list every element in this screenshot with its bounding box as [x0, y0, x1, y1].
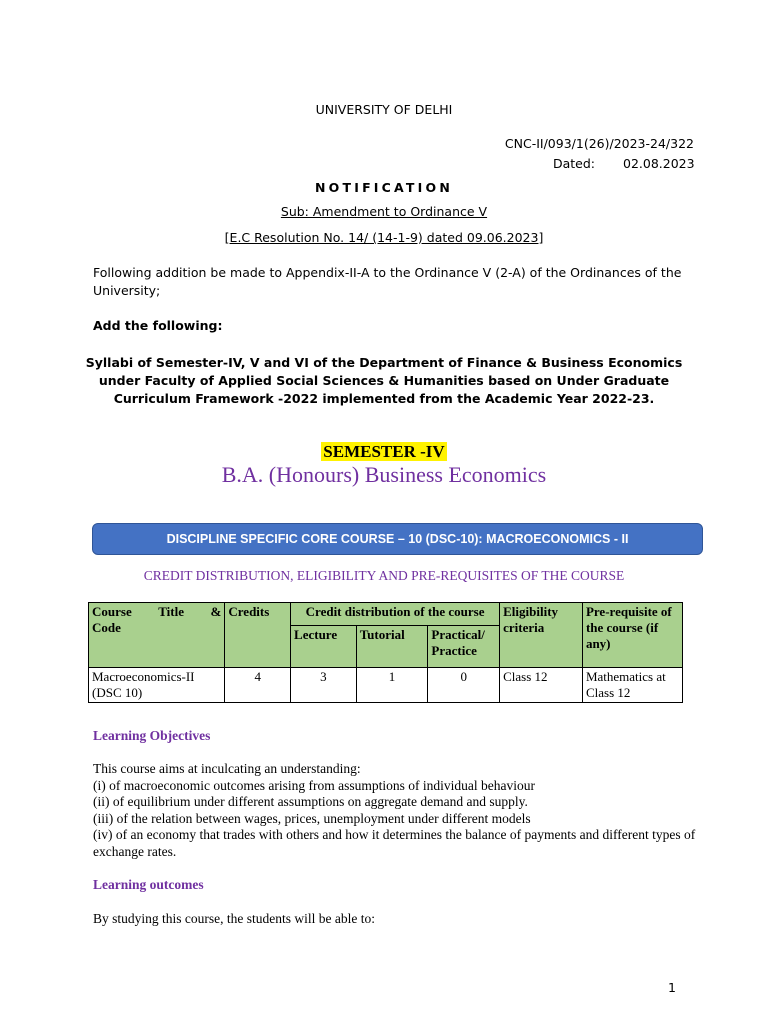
- cell-eligibility: Class 12: [500, 668, 583, 703]
- learning-outcomes-intro: By studying this course, the students will be able to:: [93, 911, 375, 926]
- reference-number: CNC-II/093/1(26)/2023-24/322: [504, 136, 694, 151]
- header-eligibility: Eligibility criteria: [500, 603, 583, 668]
- header-lecture: Lecture: [291, 625, 357, 667]
- dated-value: 02.08.2023: [623, 156, 695, 171]
- intro-paragraph: Following addition be made to Appendix-II-A to the Ordinance V (2-A) of the Ordinances of the University;: [93, 265, 682, 298]
- header-code-word: Code: [92, 620, 121, 635]
- dated-label: Dated:: [553, 156, 596, 171]
- subject-text: Sub: Amendment to Ordinance V: [280, 204, 488, 219]
- credit-distribution-heading: CREDIT DISTRIBUTION, ELIGIBILITY AND PRE-REQUISITES OF THE COURSE: [143, 568, 625, 583]
- course-banner: DISCIPLINE SPECIFIC CORE COURSE – 10 (DSC-10): MACROECONOMICS - II: [92, 523, 703, 555]
- header-prerequisite: Pre-requisite of the course (if any): [582, 603, 682, 668]
- table-row: [89, 668, 683, 703]
- university-name: UNIVERSITY OF DELHI: [315, 102, 453, 117]
- header-course-word: Course: [92, 604, 132, 619]
- credit-table: [88, 602, 683, 703]
- header-tutorial: Tutorial: [356, 625, 428, 667]
- notification-title: NOTIFICATION: [315, 180, 453, 195]
- resolution-line: [0, 230, 768, 245]
- resolution-text: [E.C Resolution No. 14/ (14-1-9) dated 09.06.2023]: [224, 230, 544, 245]
- cell-credits: 4: [225, 668, 291, 703]
- programme-title: B.A. (Honours) Business Economics: [221, 462, 547, 487]
- cell-lecture: 3: [291, 668, 357, 703]
- page-number: 1: [668, 980, 676, 995]
- header-course-title: [89, 603, 225, 668]
- header-credit-distribution: Credit distribution of the course: [291, 603, 500, 626]
- objective-line: This course aims at inculcating an understanding:: [93, 761, 361, 776]
- learning-objectives-heading: Learning Objectives: [93, 728, 211, 743]
- objective-line: (i) of macroeconomic outcomes arising from assumptions of individual behaviour: [93, 777, 536, 793]
- semester-heading: [0, 442, 768, 462]
- header-amp: &: [210, 604, 222, 619]
- objective-line: (ii) of equilibrium under different assumptions on aggregate demand and supply.: [93, 794, 528, 810]
- objective-line: (iii) of the relation between wages, prices, unemployment under different models: [93, 810, 531, 826]
- syllabi-paragraph: Syllabi of Semester-IV, V and VI of the Department of Finance & Business Economics under Faculty of Applied Social Sciences & Humanities based on Under Graduate Curriculum Framework -2022 implemented from the Academic Year 2022-23.: [85, 355, 683, 406]
- header-credits: Credits: [225, 603, 291, 668]
- semester-text: SEMESTER -IV: [323, 442, 445, 461]
- header-practical: Practical/ Practice: [428, 625, 500, 667]
- cell-practical: 0: [428, 668, 500, 703]
- objective-line: (iv) of an economy that trades with others and how it determines the balance of payments and different types of exchange rates.: [93, 827, 696, 859]
- cell-tutorial: 1: [356, 668, 428, 703]
- cell-prerequisite: Mathematics at Class 12: [582, 668, 682, 703]
- learning-objectives-list: [93, 761, 703, 861]
- add-following-heading: Add the following:: [93, 318, 223, 333]
- table-header-row: [89, 603, 683, 626]
- cell-course: Macroeconomics-II (DSC 10): [89, 668, 225, 703]
- subject-line: [0, 204, 768, 219]
- learning-outcomes-heading: Learning outcomes: [93, 877, 204, 892]
- header-title-word: Title: [158, 604, 184, 619]
